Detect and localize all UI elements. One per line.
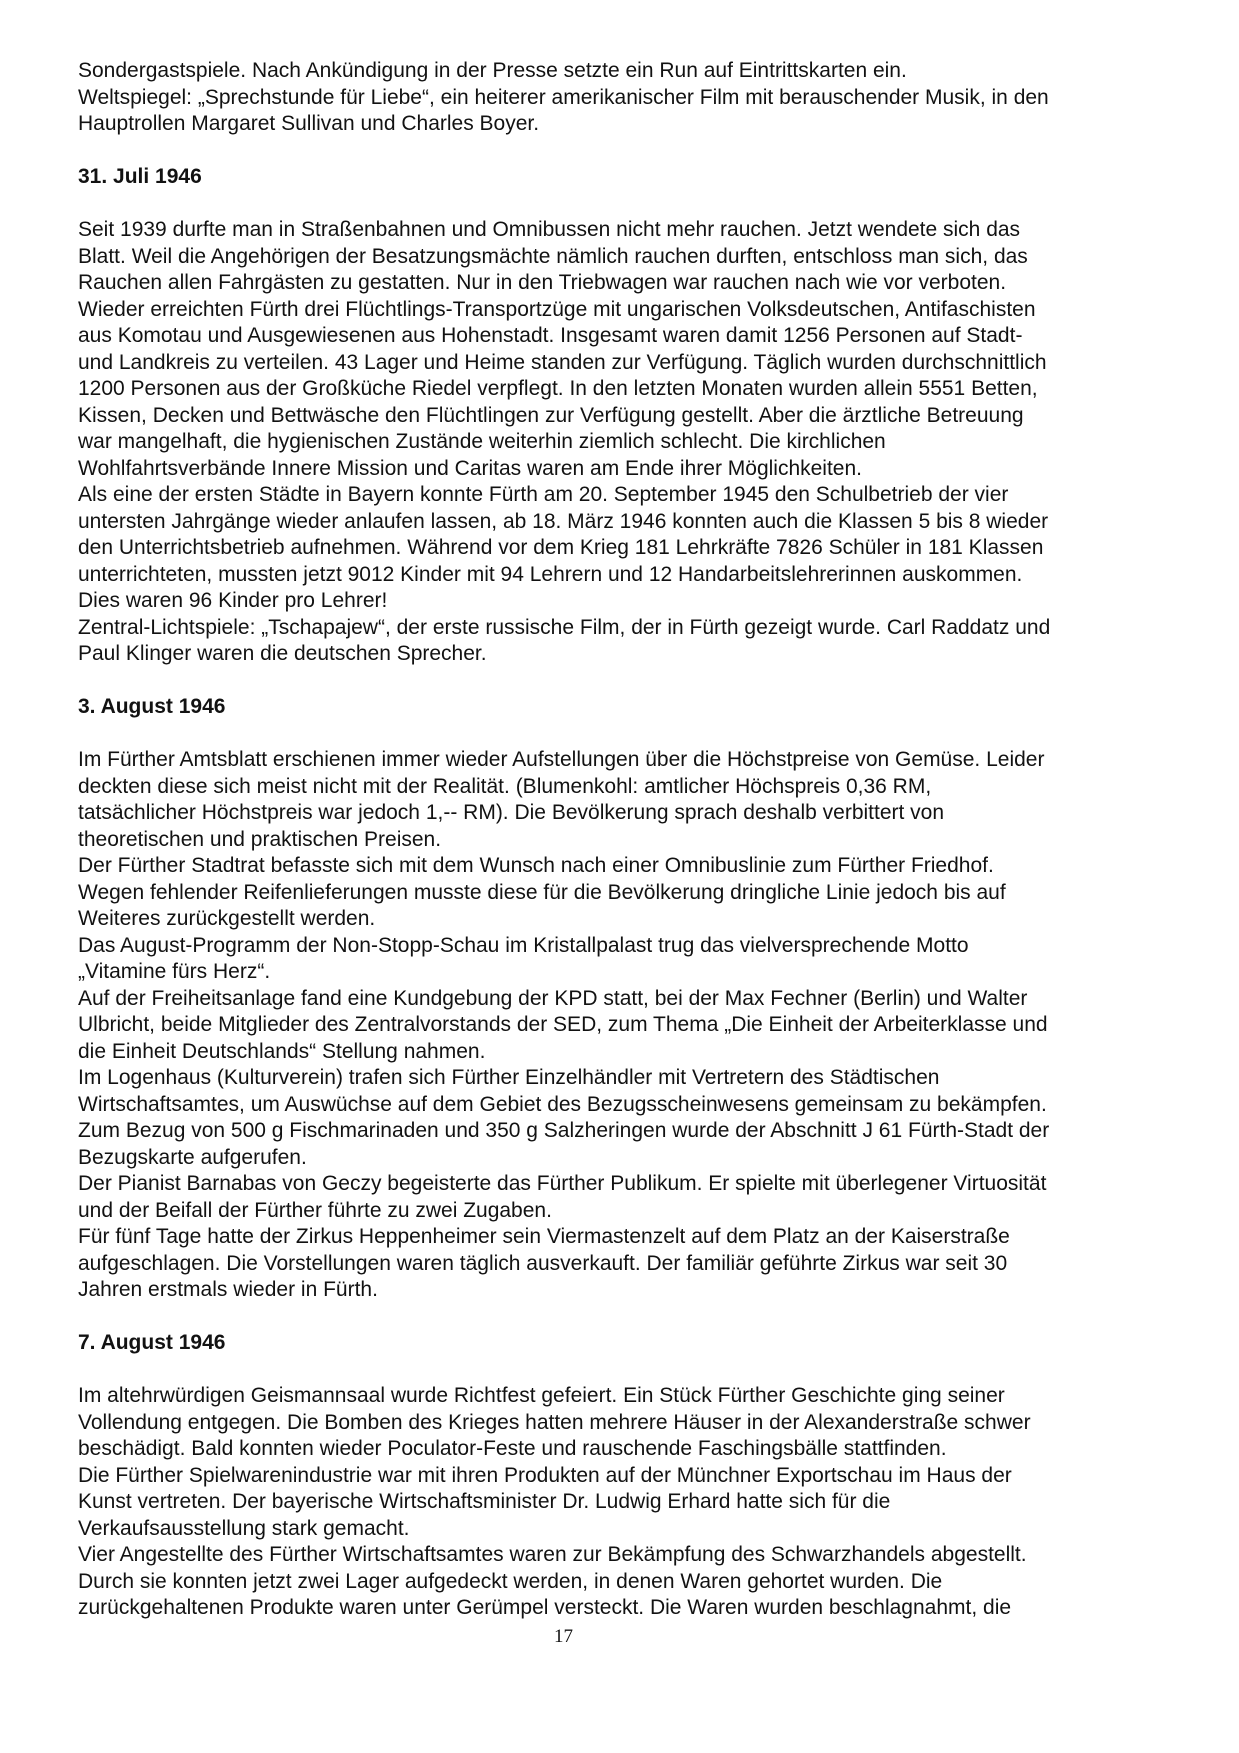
paragraph-line: „Vitamine fürs Herz“. — [78, 960, 271, 983]
paragraph — [78, 1463, 1173, 1543]
section-heading: 7. August 1946 — [78, 1331, 226, 1354]
paragraph-line: die Einheit Deutschlands“ Stellung nahmen. — [78, 1039, 486, 1063]
paragraph — [78, 297, 1173, 483]
paragraph-line: Auf der Freiheitsanlage fand eine Kundgebung der KPD statt, bei der Max Fechner (Berlin) und Walter — [78, 986, 1028, 1010]
section-heading: 31. Juli 1946 — [78, 165, 202, 188]
paragraph — [78, 1171, 1173, 1224]
paragraph-line: Vollendung entgegen. Die Bomben des Krieges hatten mehrere Häuser in der Alexanderstraße schwer — [78, 1410, 1031, 1434]
paragraph — [78, 1118, 1173, 1171]
paragraph-line: Das August-Programm der Non-Stopp-Schau im Kristallpalast trug das vielversprechende Motto — [78, 933, 969, 957]
paragraph-line: Sondergastspiele. Nach Ankündigung in der Presse setzte ein Run auf Eintrittskarten ein. — [78, 59, 907, 82]
paragraph-line: Als eine der ersten Städte in Bayern konnte Fürth am 20. September 1945 den Schulbetrieb der vier — [78, 483, 1009, 506]
paragraph-line: Die Fürther Spielwarenindustrie war mit ihren Produkten auf der Münchner Exportschau im Haus der — [78, 1463, 1012, 1487]
paragraph-line: aufgeschlagen. Die Vorstellungen waren täglich ausverkauft. Der familiär geführte Zirkus war seit 30 — [78, 1251, 1008, 1275]
paragraph-line: und der Beifall der Fürther führte zu zwei Zugaben. — [78, 1198, 552, 1222]
paragraph-line: aus Komotau und Ausgewiesenen aus Hohenstadt. Insgesamt waren damit 1256 Personen auf Stadt- — [78, 324, 1023, 347]
paragraph-line: unterrichteten, mussten jetzt 9012 Kinder mit 94 Lehrern und 12 Handarbeitslehrerinnen auskommen. — [78, 562, 1023, 586]
paragraph-line: Der Fürther Stadtrat befasste sich mit dem Wunsch nach einer Omnibuslinie zum Fürther Friedhof. — [78, 854, 994, 877]
paragraph-line: Wegen fehlender Reifenlieferungen musste diese für die Bevölkerung dringliche Linie jedoch bis auf — [78, 880, 1006, 904]
paragraph-line: beschädigt. Bald konnten wieder Poculator-Feste und rauschende Faschingsbälle stattfinden. — [78, 1437, 947, 1460]
paragraph-line: Zum Bezug von 500 g Fischmarinaden und 350 g Salzheringen wurde der Abschnitt J 61 Fürth-Stadt der — [78, 1119, 1050, 1142]
paragraph-line: Ulbricht, beide Mitglieder des Zentralvorstands der SED, zum Thema „Die Einheit der Arbeiterklasse und — [78, 1013, 1048, 1036]
paragraph — [78, 1224, 1173, 1304]
paragraph-line: Wirtschaftsamtes, um Auswüchse auf dem Gebiet des Bezugsscheinwesens gemeinsam zu bekämpfen. — [78, 1092, 1047, 1116]
paragraph-line: Paul Klinger waren die deutschen Sprecher. — [78, 642, 487, 665]
paragraph — [78, 986, 1173, 1066]
paragraph-line: Der Pianist Barnabas von Geczy begeisterte das Fürther Publikum. Er spielte mit überlegener Virtuosität — [78, 1172, 1047, 1195]
paragraph-line: Vier Angestellte des Fürther Wirtschaftsamtes waren zur Bekämpfung des Schwarzhandels abgestellt. — [78, 1543, 1027, 1566]
paragraph-line: Seit 1939 durfte man in Straßenbahnen und Omnibussen nicht mehr rauchen. Jetzt wendete sich das — [78, 218, 1021, 241]
paragraph-line: Jahren erstmals wieder in Fürth. — [78, 1278, 378, 1301]
paragraph-line: und Landkreis zu verteilen. 43 Lager und Heime standen zur Verfügung. Täglich wurden durchschnittlich — [78, 350, 1047, 374]
paragraph-line: Kissen, Decken und Bettwäsche den Flüchtlingen zur Verfügung gestellt. Aber die ärztliche Betreuung — [78, 403, 1024, 427]
paragraph-line: Rauchen allen Fahrgästen zu gestatten. Nur in den Triebwagen war rauchen nach wie vor verboten. — [78, 271, 1007, 294]
paragraph — [78, 933, 1173, 986]
paragraph — [78, 217, 1173, 297]
paragraph-line: theoretischen und praktischen Preisen. — [78, 827, 442, 851]
paragraph-line: 1200 Personen aus der Großküche Riedel verpflegt. In den letzten Monaten wurden allein 5551 Betten, — [78, 377, 1038, 400]
paragraph-line: Durch sie konnten jetzt zwei Lager aufgedeckt werden, in denen Waren gehortet wurden. Die — [78, 1569, 943, 1593]
document-page — [78, 58, 1173, 1622]
page-number: 17 — [554, 1626, 573, 1647]
section-heading: 3. August 1946 — [78, 695, 226, 718]
paragraph-line: Zentral-Lichtspiele: „Tschapajew“, der erste russische Film, der in Fürth gezeigt wurde. Carl Raddatz und — [78, 615, 1051, 639]
paragraph — [78, 58, 1173, 138]
paragraph-line: Wohlfahrtsverbände Innere Mission und Caritas waren am Ende ihrer Möglichkeiten. — [78, 456, 863, 480]
paragraph-line: Kunst vertreten. Der bayerische Wirtschaftsminister Dr. Ludwig Erhard hatte sich für die — [78, 1490, 891, 1513]
paragraph-line: Verkaufsausstellung stark gemacht. — [78, 1516, 410, 1540]
paragraph — [78, 615, 1173, 668]
paragraph — [78, 1542, 1173, 1622]
paragraph — [78, 1383, 1173, 1463]
paragraph-line: Weltspiegel: „Sprechstunde für Liebe“, ein heiterer amerikanischer Film mit berauschender Musik, in den — [78, 85, 1049, 109]
paragraph-line: war mangelhaft, die hygienischen Zustände weiterhin ziemlich schlecht. Die kirchlichen — [78, 430, 886, 453]
paragraph — [78, 482, 1173, 615]
paragraph-line: Wieder erreichten Fürth drei Flüchtlings-Transportzüge mit ungarischen Volksdeutschen, Antifaschisten — [78, 297, 1036, 321]
paragraph-line: Im altehrwürdigen Geismannsaal wurde Richtfest gefeiert. Ein Stück Fürther Geschichte ging seiner — [78, 1384, 1005, 1407]
paragraph-line: Blatt. Weil die Angehörigen der Besatzungsmächte nämlich rauchen durften, entschloss man sich, das — [78, 244, 1028, 268]
paragraph — [78, 1065, 1173, 1118]
paragraph — [78, 853, 1173, 933]
paragraph-line: deckten diese sich meist nicht mit der Realität. (Blumenkohl: amtlicher Höchspreis 0,36 RM, — [78, 774, 932, 798]
paragraph-line: zurückgehaltenen Produkte waren unter Gerümpel versteckt. Die Waren wurden beschlagnahmt, die — [78, 1596, 1012, 1619]
paragraph-line: Bezugskarte aufgerufen. — [78, 1145, 307, 1169]
paragraph-line: untersten Jahrgänge wieder anlaufen lassen, ab 18. März 1946 konnten auch die Klassen 5 bis 8 wieder — [78, 509, 1049, 533]
paragraph-line: Im Fürther Amtsblatt erschienen immer wieder Aufstellungen über die Höchstpreise von Gemüse. Leider — [78, 748, 1045, 771]
paragraph-line: Hauptrollen Margaret Sullivan und Charles Boyer. — [78, 112, 540, 135]
paragraph-line: Im Logenhaus (Kulturverein) trafen sich Fürther Einzelhändler mit Vertretern des Städtischen — [78, 1066, 940, 1089]
paragraph-line: Dies waren 96 Kinder pro Lehrer! — [78, 589, 388, 612]
paragraph-line: Weiteres zurückgestellt werden. — [78, 907, 376, 930]
paragraph — [78, 747, 1173, 853]
paragraph-line: tatsächlicher Höchstpreis war jedoch 1,-- RM). Die Bevölkerung sprach deshalb verbittert von — [78, 801, 945, 824]
paragraph-line: den Unterrichtsbetrieb aufnehmen. Während vor dem Krieg 181 Lehrkräfte 7826 Schüler in 181 Klassen — [78, 536, 1044, 559]
paragraph-line: Für fünf Tage hatte der Zirkus Heppenheimer sein Viermastenzelt auf dem Platz an der Kaiserstraße — [78, 1225, 1010, 1248]
